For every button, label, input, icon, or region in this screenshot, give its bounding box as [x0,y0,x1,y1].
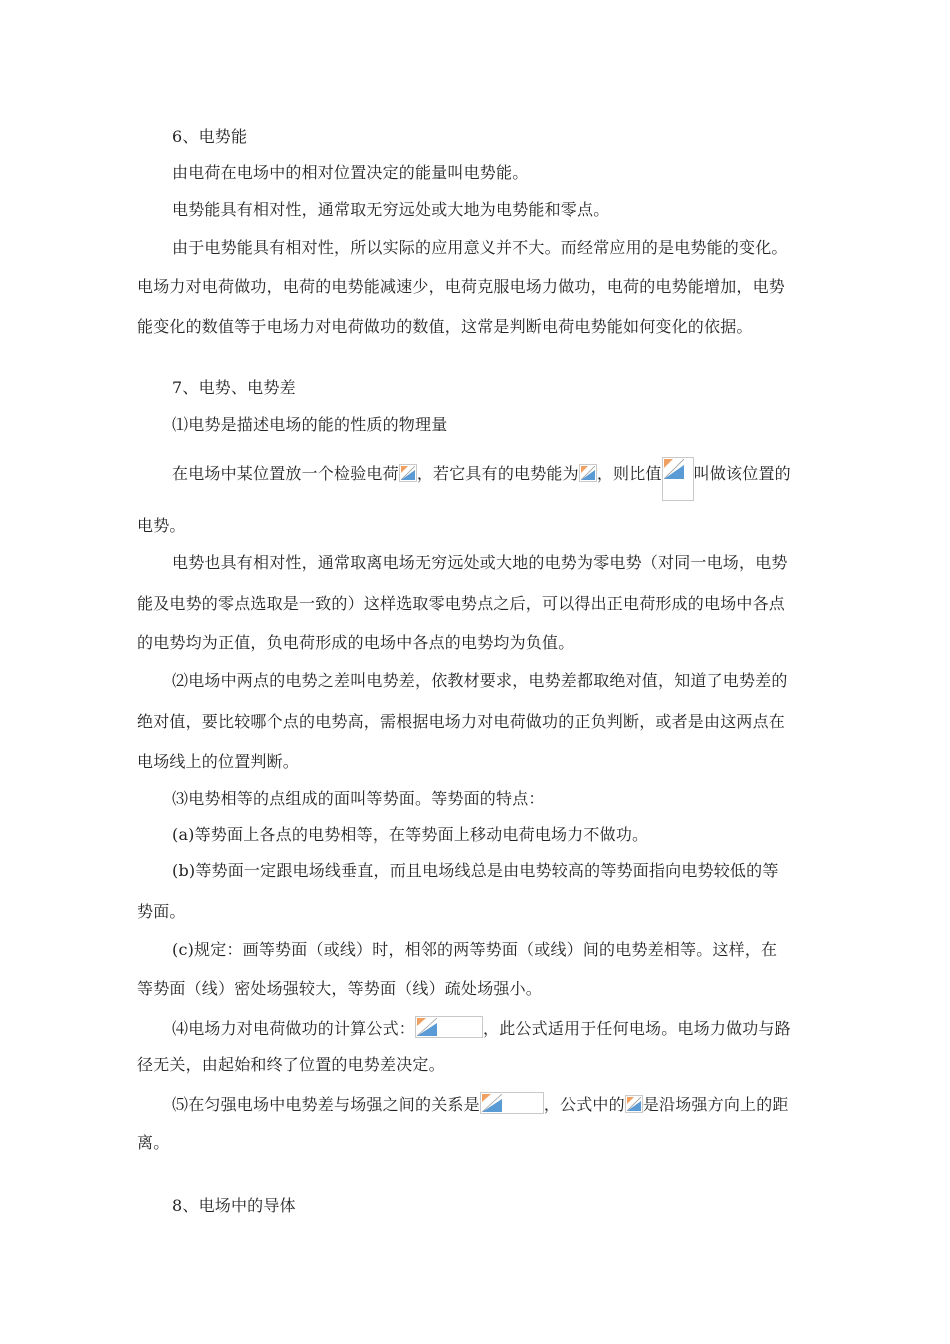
paragraph-line: 的电势均为正值，负电荷形成的电场中各点的电势均为负值。 [137,633,575,652]
paragraph: 由于电势能具有相对性，所以实际的应用意义并不大。而经常应用的是电势能的变化。 [172,238,788,257]
paragraph-line: 绝对值，要比较哪个点的电势高，需根据电场力对电荷做功的正负判断，或者是由这两点在 [137,712,786,731]
broken-image-icon [480,1092,544,1114]
paragraph-line: 电势。 [137,516,186,535]
broken-image-icon [625,1095,643,1113]
section-8-heading: 8、电场中的导体 [172,1196,296,1215]
paragraph: 电势也具有相对性，通常取离电场无穷远处或大地的电势为零电势（对同一电场，电势 [172,553,788,572]
paragraph-line: 径无关，由起始和终了位置的电势差决定。 [137,1055,445,1074]
paragraph-line: 电场线上的位置判断。 [137,752,300,771]
item-3-c: (c)规定：画等势面（或线）时，相邻的两等势面（或线）间的电势差相等。这样，在 [172,940,778,959]
paragraph-line: 电场力对电荷做功，电荷的电势能减速少，电荷克服电场力做功，电荷的电势能增加，电势 [137,277,786,296]
broken-image-icon [415,1016,483,1038]
item-1-title: ⑴电势是描述电场的能的性质的物理量 [172,415,448,434]
text-segment: ⑷电场力对电荷做功的计算公式： [172,1019,416,1038]
paragraph: 由电荷在电场中的相对位置决定的能量叫电势能。 [172,163,529,182]
broken-image-icon [662,457,694,501]
text-segment: ，此公式适用于任何电场。电场力做功与路 [483,1019,791,1038]
text-segment: ，则比值 [596,464,662,483]
text-segment: ，公式中的 [543,1095,625,1114]
paragraph-line: 能及电势的零点选取是一致的）这样选取零电势点之后，可以得出正电荷形成的电场中各点 [137,594,786,613]
item-3-a: (a)等势面上各点的电势相等，在等势面上移动电荷电场力不做功。 [172,825,649,844]
paragraph-line: 离。 [137,1133,170,1152]
broken-image-icon [579,464,597,482]
text-segment: 是沿场强方向上的距 [642,1095,789,1114]
broken-image-icon [399,464,417,482]
item-4 [172,1016,791,1036]
item-3-title: ⑶电势相等的点组成的面叫等势面。等势面的特点： [172,789,545,808]
section-7-heading: 7、电势、电势差 [172,378,296,397]
text-segment: 在电场中某位置放一个检验电荷 [172,464,399,483]
item-2: ⑵电场中两点的电势之差叫电势差，依教材要求，电势差都取绝对值，知道了电势差的 [172,671,788,690]
paragraph-line: 势面。 [137,902,186,921]
paragraph: 电势能具有相对性，通常取无穷远处或大地为电势能和零点。 [172,200,610,219]
paragraph-line: 等势面（线）密处场强较大，等势面（线）疏处场强小。 [137,979,543,998]
item-3-b: (b)等势面一定跟电场线垂直，而且电场线总是由电势较高的等势面指向电势较低的等 [172,861,779,880]
text-segment: ，若它具有的电势能为 [416,464,579,483]
text-segment: 叫做该位置的 [693,464,791,483]
paragraph-line: 能变化的数值等于电场力对电荷做功的数值，这常是判断电荷电势能如何变化的依据。 [137,317,753,336]
text-segment: ⑸在匀强电场中电势差与场强之间的关系是 [172,1095,480,1114]
section-6-heading: 6、电势能 [172,127,248,146]
item-5 [172,1092,789,1112]
item-1-paragraph-1 [172,457,791,483]
